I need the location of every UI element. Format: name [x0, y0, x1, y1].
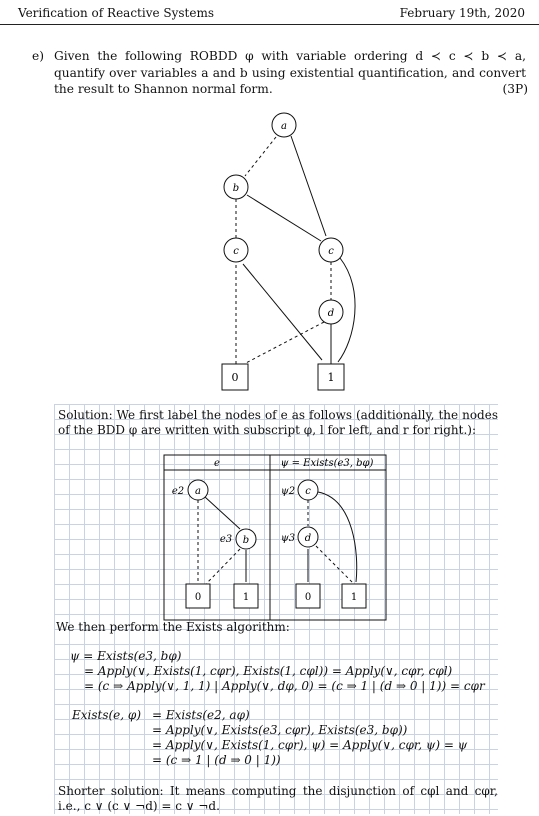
solution-intro: Solution: We first label the nodes of e as follows (additionally, the nodes of the BDD φ are written with subscript φ, l for left, and r for right.):	[58, 408, 498, 437]
eq-4-lhs: Exists(e, φ)	[72, 708, 141, 722]
solution-area	[54, 404, 498, 814]
exam-date: February 19th, 2020	[399, 6, 525, 20]
svg-text:0: 0	[304, 592, 312, 603]
svg-text:a: a	[195, 486, 201, 497]
label-0: 0	[231, 371, 239, 384]
eq-4: = Exists(e2, aφ)	[152, 708, 250, 722]
task-text: Given the following ROBDD φ with variable ordering d ≺ c ≺ b ≺ a, quantify over variables a and b using existential quantification, and convert the result to Shannon normal form.	[54, 49, 526, 96]
svg-text:1: 1	[242, 592, 250, 603]
fig-right-title: ψ = Exists(e3, bφ)	[280, 458, 374, 469]
edge-a-c	[291, 136, 326, 236]
task-label: e)	[32, 49, 44, 63]
label-b: b	[232, 183, 240, 194]
eq-1: ψ = Exists(e3, bφ)	[70, 649, 182, 663]
label-1: 1	[327, 371, 335, 384]
eq-6: = Apply(∨, Exists(1, cφr), ψ) = Apply(∨, cφr, ψ) = ψ	[152, 738, 468, 752]
svg-text:b: b	[242, 535, 250, 546]
edge-b-cr	[247, 195, 321, 241]
then-text: We then perform the Exists algorithm:	[56, 620, 290, 634]
edge-d-0	[244, 322, 324, 364]
svg-text:1: 1	[350, 592, 358, 603]
label-a: a	[281, 121, 287, 132]
edge-a-b	[245, 137, 276, 176]
eq-5: = Apply(∨, Exists(e3, cφr), Exists(e3, bφ))	[152, 723, 408, 737]
robdd-diagram	[0, 0, 539, 400]
task-points: (3P)	[502, 82, 528, 96]
eq-7: = (c ⇒ 1 | (d ⇒ 0 | 1))	[152, 753, 281, 767]
svg-text:d: d	[304, 533, 312, 544]
fig-label-psi3: ψ3	[280, 533, 296, 544]
label-c-right: c	[328, 246, 334, 257]
edge-c-1	[243, 264, 322, 360]
shorter-solution: Shorter solution: It means computing the disjunction of cφl and cφr, i.e., c ∨ (c ∨ ¬d) = c ∨ ¬d.	[58, 784, 498, 813]
svg-text:0: 0	[194, 592, 202, 603]
labeled-bdd-figure	[54, 404, 498, 624]
fig-left-title: e	[214, 458, 220, 469]
course-title: Verification of Reactive Systems	[18, 6, 215, 20]
fig-label-psi2: ψ2	[280, 486, 296, 497]
label-d: d	[327, 308, 335, 319]
fig-label-e3: e3	[219, 534, 233, 545]
eq-3: = (c ⇒ Apply(∨, 1, 1) | Apply(∨, dφ, 0) = (c ⇒ 1 | (d ⇒ 0 | 1)) = cφr	[84, 679, 485, 693]
label-c-left: c	[233, 246, 239, 257]
eq-2: = Apply(∨, Exists(1, cφr), Exists(1, cφl)) = Apply(∨, cφr, cφl)	[84, 664, 453, 678]
fig-label-e2: e2	[171, 486, 185, 497]
svg-text:c: c	[305, 486, 311, 497]
